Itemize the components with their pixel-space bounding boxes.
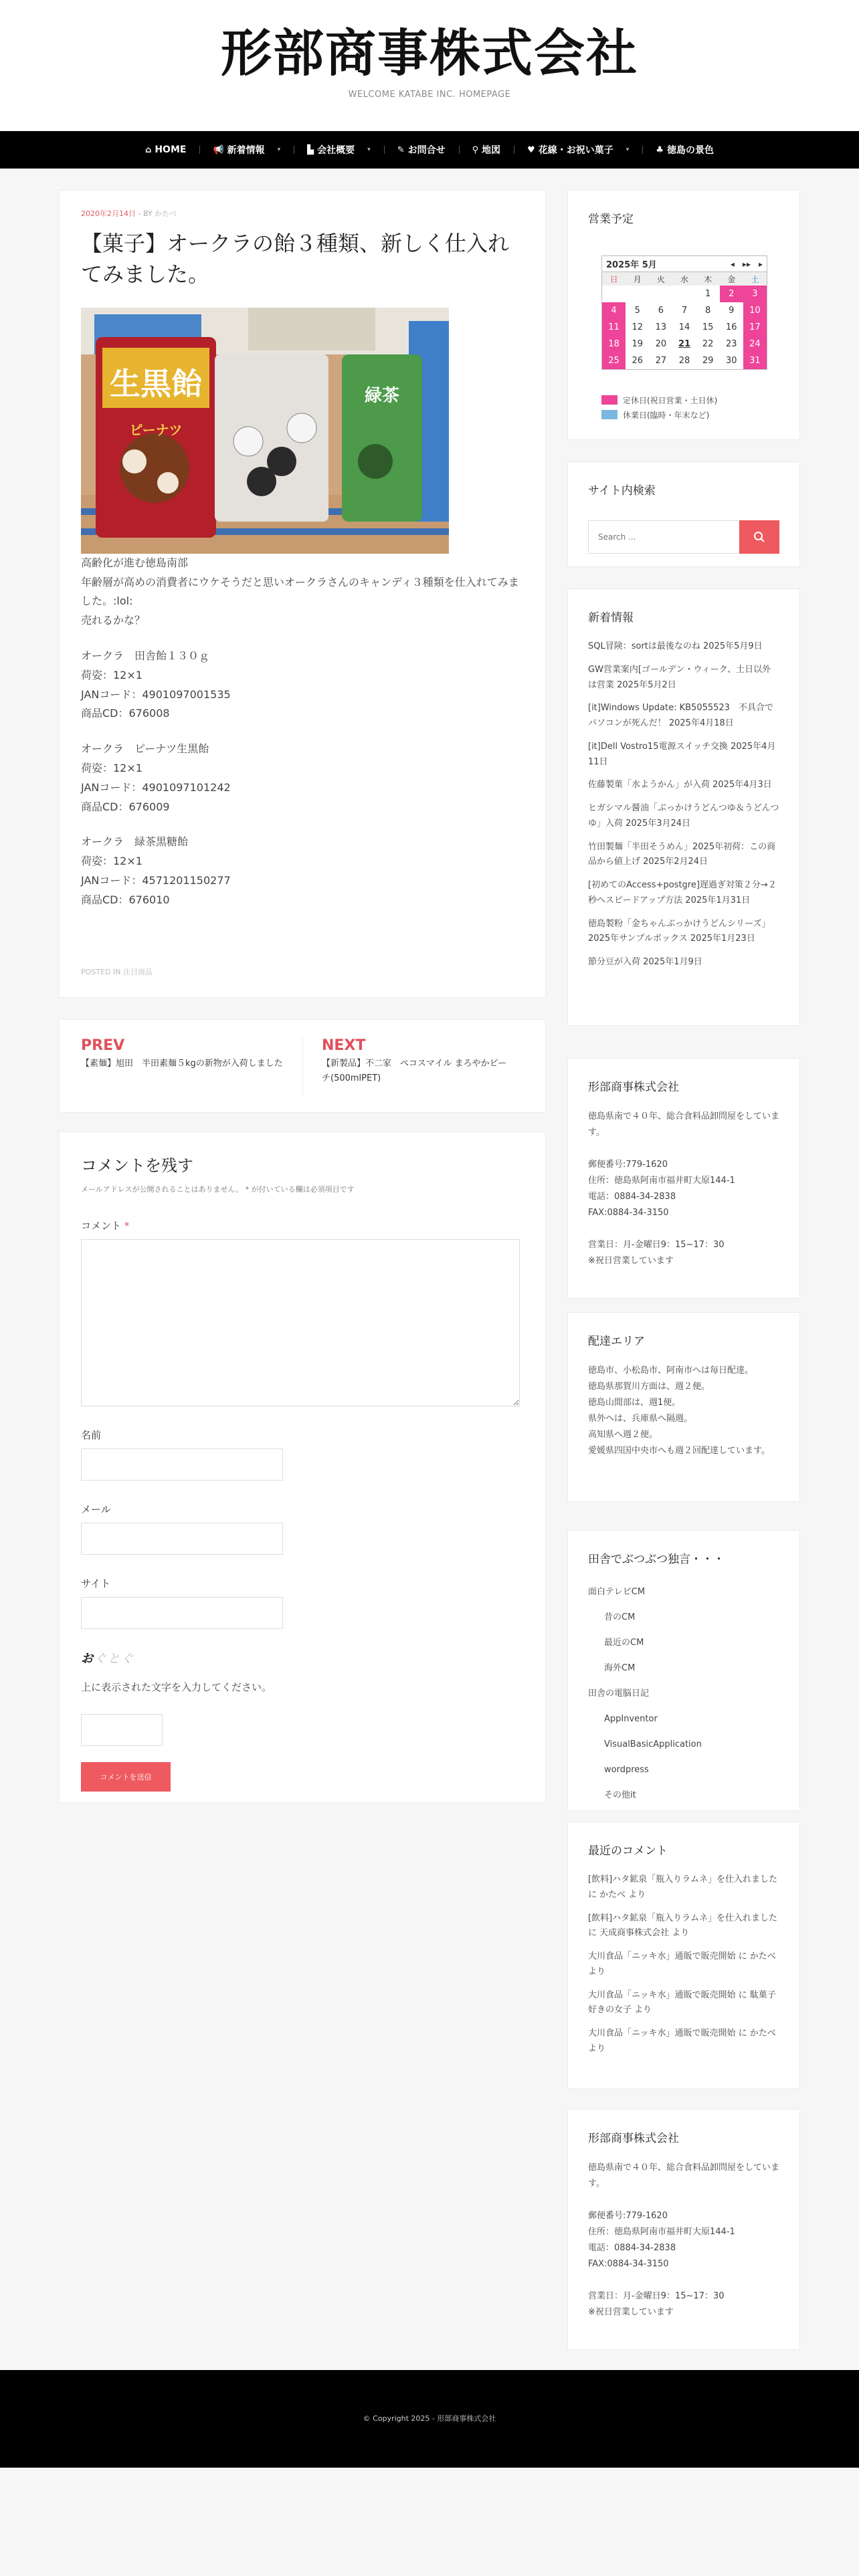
calendar-day: 5 (634, 306, 640, 316)
calendar-day: 18 (602, 336, 626, 352)
company-info-line: 住所：徳島県阿南市福井町大原144-1 (588, 1176, 735, 1186)
blog-category-widget (567, 1530, 800, 1811)
calendar-day: 25 (602, 352, 626, 369)
recent-comment-1[interactable]: [飲料]ハタ鉱泉「瓶入りラムネ」を仕入れました に 天成商事株式会社 より (588, 1913, 778, 1939)
company-info-line: FAX:0884-34-3150 (588, 1208, 669, 1218)
calendar-day: 14 (678, 322, 690, 332)
company-info-line: 郵便番号:779-1620 (588, 2211, 668, 2222)
news-item-1[interactable]: GW営業案内[ゴールデン・ウィーク、土日以外は営業 2025年5月2日 (588, 664, 771, 690)
blog-category-2[interactable]: 最近のCM (604, 1638, 644, 1648)
prev-month-icon[interactable]: ◂ (730, 259, 735, 269)
news-title: 新着情報 (588, 611, 634, 625)
calendar-day: 15 (702, 322, 714, 332)
home-icon: ⌂ (145, 144, 152, 155)
delivery-info-line: 徳島山間部は、週1便。 (588, 1398, 681, 1408)
calendar-day: 20 (655, 339, 667, 349)
news-item-3[interactable]: [it]Dell Vostro15電源スイッチ交換 2025年4月11日 (588, 741, 776, 767)
delivery-info-line: 徳島市、小松島市、阿南市へは毎日配達。 (588, 1366, 754, 1376)
nav-item-label: お問合せ (407, 145, 446, 156)
site-title[interactable]: 形部商事株式会社 (221, 23, 638, 83)
nav-item-3[interactable] (384, 131, 459, 169)
calendar-day: 28 (678, 356, 690, 366)
company-info-line: 電話：0884-34-2838 (588, 1192, 676, 1202)
blog-category-4[interactable]: 田舎の電脳日記 (588, 1689, 650, 1699)
calendar-legend (601, 393, 779, 422)
nav-item-label: HOME (155, 144, 187, 155)
post-date[interactable]: 2020年2月14日 (81, 209, 136, 218)
delivery-info-line: 徳島県那賀川方面は、週２便。 (588, 1382, 710, 1392)
company-info-line: 住所：徳島県阿南市福井町大原144-1 (588, 2227, 735, 2238)
calendar-day: 21 (678, 339, 691, 349)
company-info-line: 営業日：月-金曜日9：15~17：30 (588, 2291, 725, 2302)
company-info-line: 電話：0884-34-2838 (588, 2243, 676, 2254)
recent-comments-title: 最近のコメント (588, 1844, 668, 1858)
email-label: メール (81, 1503, 111, 1515)
megaphone-icon: 📢 (213, 144, 224, 155)
news-widget (567, 588, 800, 1026)
product-name: オークラ 田舎飴１３０ｇ (81, 649, 210, 662)
calendar-day: 27 (655, 356, 667, 366)
company-widget-2 (567, 2109, 800, 2350)
company-info-line: ※祝日営業しています (588, 1256, 674, 1267)
nav-item-1[interactable] (199, 131, 294, 169)
weekday-label: 月 (626, 272, 649, 286)
product-pack: 荷姿：12×1 (81, 668, 142, 681)
nav-item-4[interactable] (459, 131, 514, 169)
nav-item-label: 地図 (482, 145, 501, 156)
delivery-info-line: 愛媛県四国中央市へも週２回配達しています。 (588, 1446, 770, 1457)
legend-item (601, 407, 779, 422)
news-item-6[interactable]: 竹田製麺「半田そうめん」2025年初荷：この商品から値上げ 2025年2月24日 (588, 841, 776, 867)
search-input[interactable] (588, 520, 739, 554)
next-title[interactable]: 【新製品】不二家 ペコスマイル まろやかピーチ(500mlPET) (322, 1059, 507, 1084)
product-jan: JANコード：4901097101242 (81, 780, 231, 794)
blog-category-8[interactable]: その他it (604, 1790, 636, 1800)
name-label: 名前 (81, 1429, 102, 1441)
calendar-day: 23 (726, 339, 737, 349)
calendar-day: 16 (726, 322, 737, 332)
calendar-widget (567, 190, 800, 440)
chevron-down-icon: ▾ (277, 146, 281, 153)
calendar-day: 12 (632, 322, 643, 332)
calendar-day: 8 (704, 306, 711, 316)
calendar-day: 6 (658, 306, 664, 316)
blog-category-0[interactable]: 面白テレビCM (588, 1587, 646, 1597)
next-label: NEXT (322, 1037, 366, 1054)
prev-label: PREV (81, 1037, 125, 1054)
site-description: WELCOME KATABE INC. HOMEPAGE (348, 90, 511, 100)
company-info-line: FAX:0884-34-3150 (588, 2259, 669, 2270)
news-item-0[interactable]: SQL冒険：sortは最後なのね 2025年5月9日 (588, 641, 763, 651)
legend-label: 定休日(祝日営業・土日休) (623, 395, 718, 405)
calendar-day: 2 (720, 286, 743, 302)
legend-item (601, 393, 779, 407)
calendar-day: 11 (602, 319, 626, 336)
product-photo-image (81, 308, 449, 554)
legend-swatch (601, 410, 617, 419)
blog-category-1[interactable]: 昔のCM (604, 1612, 636, 1622)
calendar-day: 10 (743, 302, 767, 319)
comment-textarea[interactable] (81, 1239, 520, 1406)
captcha-note: 上に表示された文字を入力してください。 (81, 1681, 272, 1693)
blog-category-7[interactable]: wordpress (604, 1765, 649, 1775)
calendar-week (602, 352, 767, 369)
blog-category-6[interactable]: VisualBasicApplication (604, 1739, 702, 1749)
recent-comment-0[interactable]: [飲料]ハタ鉱泉「瓶入りラムネ」を仕入れました に かたべ より (588, 1874, 778, 1900)
calendar-day (649, 286, 672, 302)
calendar-day: 24 (743, 336, 767, 352)
company-info-line (588, 1221, 779, 1237)
comment-note: メールアドレスが公開されることはありません。 * が付いている欄は必須項目です (81, 1185, 355, 1194)
calendar-day: 26 (632, 356, 643, 366)
product-pack: 荷姿：12×1 (81, 855, 142, 868)
weekday-label: 金 (720, 272, 743, 286)
news-item-8[interactable]: 徳島製粉「金ちゃんぶっかけうどんシリーズ」2025年サンプルボックス 2025年1月23日 (588, 918, 771, 944)
calendar-day: 13 (655, 322, 667, 332)
post-author[interactable]: - BY かたべ (138, 209, 177, 218)
prev-title[interactable]: 【素麺】旭田 半田素麺５kgの新物が入荷しました (81, 1059, 283, 1069)
weekday-label: 木 (696, 272, 720, 286)
company-widget (567, 1058, 800, 1299)
news-item-4[interactable]: 佐藤製菓「水ようかん」が入荷 2025年4月3日 (588, 780, 772, 790)
company-info-line (588, 1141, 779, 1157)
delivery-title: 配達エリア (588, 1335, 645, 1348)
product-name: オークラ 緑茶黒糖飴 (81, 835, 189, 849)
search-icon (753, 531, 765, 543)
heart-icon: ♥ (527, 144, 535, 155)
edit-icon: ✎ (397, 144, 405, 155)
posted-in[interactable]: POSTED IN 注目商品 (81, 968, 153, 976)
calendar-month: 2025年 5月 (606, 260, 657, 270)
main-nav (0, 131, 859, 169)
captcha-image: おぐとぐ (81, 1652, 134, 1666)
weekday-label: 火 (649, 272, 672, 286)
blog-category-5[interactable]: AppInventor (604, 1714, 658, 1724)
product-pack: 荷姿：12×1 (81, 761, 142, 774)
calendar-day: 19 (632, 339, 643, 349)
calendar-day (672, 286, 696, 302)
nav-item-6[interactable] (642, 131, 727, 169)
calendar-day: 17 (743, 319, 767, 336)
calendar-day: 4 (602, 302, 626, 319)
post-meta (81, 208, 524, 219)
prev-post[interactable] (81, 1037, 302, 1095)
product-entry-1 (81, 740, 524, 817)
article (59, 190, 546, 998)
blog-title: 田舎でぶつぶつ独言・・・ (588, 1553, 725, 1566)
footer-copyright: © Copyright 2025 - 形部商事株式会社 (363, 2414, 496, 2423)
delivery-widget (567, 1312, 800, 1502)
delivery-info-line: 県外へは、兵庫県へ隔週。 (588, 1414, 693, 1424)
post-intro: 高齢化が進む徳島南部 年齢層が高めの消費者にウケそうだと思いオークラさんのキャンディ３種類を仕入れてみました。:lol: 売れるかな？ (81, 556, 519, 627)
news-item-5[interactable]: ヒガシマル醤油「ぶっかけうどんつゆ＆うどんつゆ」入荷 2025年3月24日 (588, 803, 779, 829)
nav-item-2[interactable] (294, 131, 384, 169)
calendar-day: 29 (702, 356, 714, 366)
recent-comments-widget (567, 1822, 800, 2089)
post-title: 【菓子】オークラの飴３種類、新しく仕入れてみました。 (81, 231, 510, 288)
calendar-day: 22 (702, 339, 714, 349)
recent-comment-4[interactable]: 大川食品「ニッキ水」通販で販売開始 に かたべ より (588, 2028, 776, 2054)
nav-item-label: 新着情報 (227, 145, 265, 156)
site-header (0, 0, 859, 131)
calendar-week (602, 319, 767, 336)
product-code: 商品CD：676008 (81, 707, 170, 720)
news-item-2[interactable]: [it]Windows Update: KB5055523 不具合でパソコンが死んだ！ 2025年4月18日 (588, 703, 773, 728)
product-code: 商品CD：676010 (81, 893, 170, 906)
nav-item-0[interactable] (132, 131, 199, 169)
photo-label-kuroame: 生黒飴 (110, 365, 202, 402)
calendar-title: 営業予定 (588, 213, 634, 226)
product-code: 商品CD：676009 (81, 800, 170, 813)
comment-title: コメントを残す (81, 1156, 193, 1175)
recent-comment-3[interactable]: 大川食品「ニッキ水」通販で販売開始 に 駄菓子好きの女子 より (588, 1990, 776, 2016)
weekday-label: 水 (672, 272, 696, 286)
legend-label: 休業日(臨時・年末など) (623, 410, 710, 420)
site-label: サイト (81, 1578, 110, 1590)
nav-item-label: 徳島の景色 (666, 145, 714, 156)
bar-chart-icon: ▙ (307, 144, 314, 155)
site-footer (0, 2370, 859, 2468)
product-entry-2 (81, 833, 524, 909)
company-info-line: 徳島県南で４０年、総合食料品卸問屋をしています。 (588, 1111, 780, 1138)
next-post[interactable] (302, 1037, 524, 1095)
product-name: オークラ ピーナツ生黒飴 (81, 742, 209, 756)
nav-item-5[interactable] (514, 131, 642, 169)
calendar-day: 7 (681, 306, 688, 316)
company-info-line: 徳島県南で４０年、総合食料品卸問屋をしています。 (588, 2163, 780, 2189)
calendar-day: 30 (726, 356, 737, 366)
recent-comment-2[interactable]: 大川食品「ニッキ水」通販で販売開始 に かたべ より (588, 1951, 776, 1977)
calendar-week (602, 336, 767, 352)
chevron-down-icon: ▾ (626, 146, 630, 153)
next-year-icon[interactable]: ▸▸ (742, 259, 751, 269)
company-info-line: ※祝日営業しています (588, 2307, 674, 2318)
calendar-weekday-row (602, 272, 767, 286)
nav-item-label: 花線・お祝い菓子 (538, 145, 613, 156)
company2-title: 形部商事株式会社 (588, 2132, 679, 2145)
weekday-label: 土 (743, 272, 767, 286)
blog-category-3[interactable]: 海外CM (604, 1663, 636, 1673)
news-item-7[interactable]: [初めてのAccess+postgre]遅過ぎ対策２分→２秒へスピードアップ方法 2025年1月31日 (588, 880, 777, 905)
photo-label-ryokucha: 緑茶 (364, 385, 400, 406)
product-entry-0 (81, 647, 524, 724)
legend-swatch (601, 395, 617, 405)
search-button[interactable] (739, 520, 779, 554)
search-title: サイト内検索 (588, 484, 656, 498)
calendar-week (602, 286, 767, 302)
news-item-9[interactable]: 節分豆が入荷 2025年1月9日 (588, 957, 702, 967)
business-calendar (601, 255, 767, 370)
weekday-label: 日 (602, 272, 626, 286)
name-field[interactable] (81, 1448, 283, 1481)
nav-item-label: 会社概要 (317, 145, 355, 156)
calendar-day (626, 286, 649, 302)
post-body (81, 554, 524, 910)
company-info-line: 営業日：月-金曜日9：15~17：30 (588, 1240, 725, 1251)
comment-label: コメント * (81, 1220, 130, 1232)
calendar-day: 3 (743, 286, 767, 302)
product-photo (81, 308, 449, 554)
site-field[interactable] (81, 1597, 283, 1629)
calendar-day: 9 (729, 306, 735, 316)
calendar-day (602, 286, 626, 302)
company-info-line: 郵便番号:779-1620 (588, 1160, 668, 1170)
next-month-icon[interactable]: ▸ (758, 259, 763, 269)
photo-label-peanut: ピーナツ (129, 421, 183, 438)
map-pin-icon: ⚲ (472, 144, 479, 155)
calendar-week (602, 302, 767, 319)
tree-icon: ♣ (656, 144, 664, 155)
post-navigation (59, 1019, 546, 1113)
submit-comment-button[interactable]: コメントを送信 (81, 1762, 171, 1792)
company-title: 形部商事株式会社 (588, 1081, 679, 1094)
search-widget (567, 461, 800, 567)
email-field[interactable] (81, 1523, 283, 1555)
company-info-line (588, 2272, 779, 2288)
company-info-line (588, 2192, 779, 2208)
comment-form (59, 1132, 546, 1803)
calendar-day: 1 (704, 289, 711, 299)
chevron-down-icon: ▾ (367, 146, 371, 153)
calendar-day: 31 (743, 352, 767, 369)
product-jan: JANコード：4571201150277 (81, 873, 231, 887)
delivery-info-line: 高知県へ週２便。 (588, 1430, 658, 1440)
captcha-input[interactable] (81, 1714, 163, 1746)
product-jan: JANコード：4901097001535 (81, 687, 231, 701)
